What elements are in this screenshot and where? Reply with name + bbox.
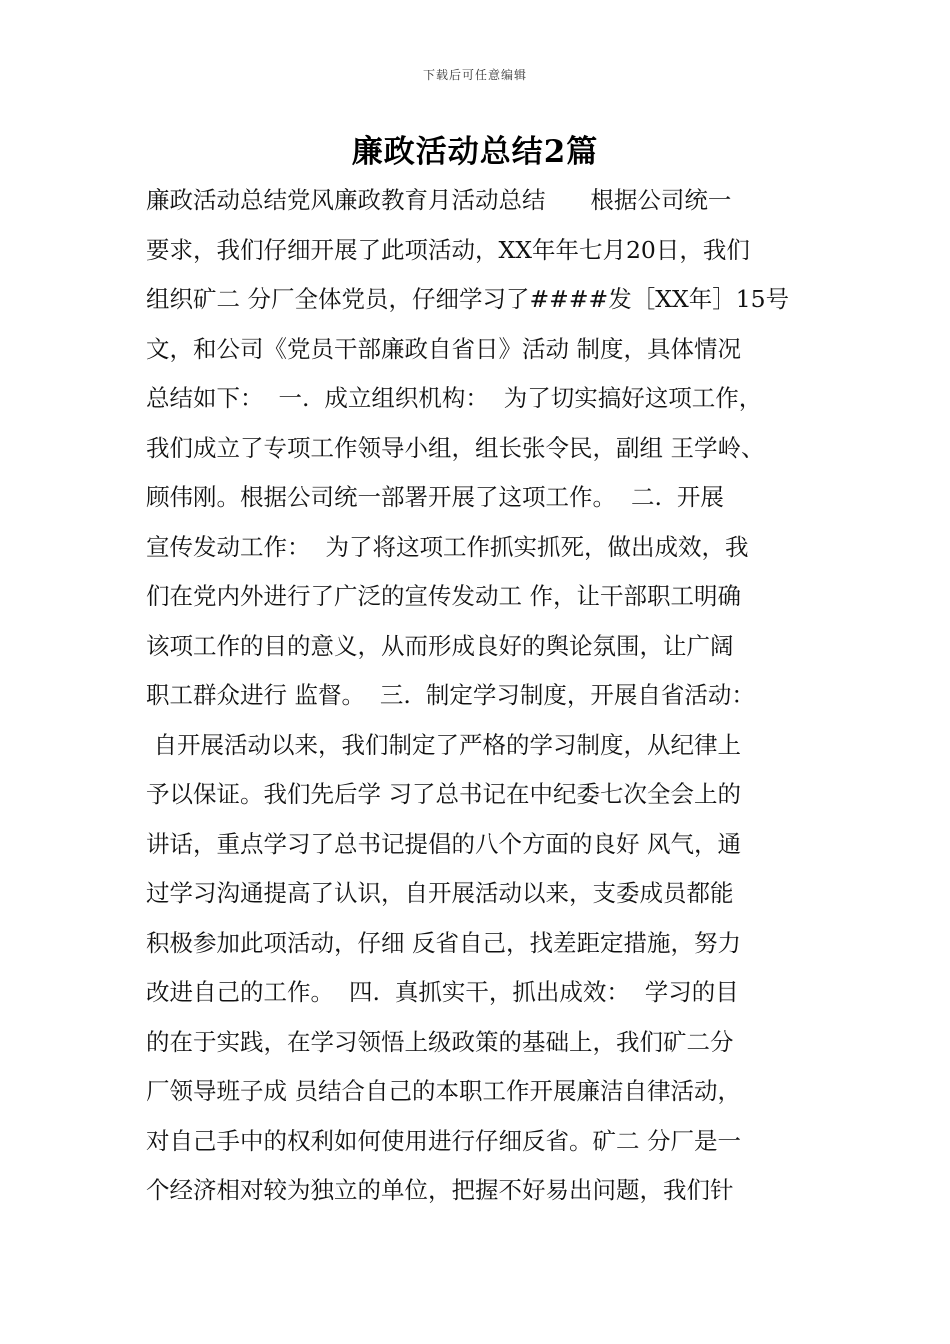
body-line: 我们成立了专项工作领导小组，组长张令民，副组 王学岭、 — [146, 433, 765, 462]
body-line: 对自己手中的权利如何使用进行仔细反省。矿二 分厂是一 — [146, 1126, 741, 1155]
body-line: 该项工作的目的意义，从而形成良好的舆论氛围，让广阔 — [146, 631, 734, 660]
body-line: 总结如下： 一. 成立组织机构： 为了切实搞好这项工作， — [146, 384, 763, 412]
body-text — [146, 178, 826, 1218]
body-line: 讲话，重点学习了总书记提倡的八个方面的良好 风气，通 — [146, 829, 741, 858]
body-line: 要求，我们仔细开展了此项活动，XX年年七月20日，我们 — [146, 235, 750, 264]
body-line: 廉政活动总结党风廉政教育月活动总结 根据公司统一 — [146, 186, 732, 214]
body-line: 组织矿二 分厂全体党员，仔细学习了####发［XX年］15号 — [146, 285, 790, 313]
body-line: 宣传发动工作： 为了将这项工作抓实抓死，做出成效，我 — [146, 532, 749, 561]
body-line: 个经济相对较为独立的单位，把握不好易出问题，我们针 — [146, 1176, 734, 1204]
body-line: 们在党内外进行了广泛的宣传发动工 作，让干部职工明确 — [146, 582, 741, 610]
body-line: 的在于实践，在学习领悟上级政策的基础上，我们矿二分 — [146, 1027, 734, 1056]
body-line: 厂领导班子成 员结合自己的本职工作开展廉洁自律活动， — [146, 1077, 741, 1105]
body-line: 过学习沟通提高了认识，自开展活动以来，支委成员都能 — [146, 879, 734, 907]
body-line: 顾伟刚。根据公司统一部署开展了这项工作。 二. 开展 — [146, 483, 724, 511]
body-line: 积极参加此项活动，仔细 反省自己，找差距定措施，努力 — [146, 928, 741, 957]
body-line: 予以保证。我们先后学 习了总书记在中纪委七次全会上的 — [146, 780, 741, 808]
body-line: 文，和公司《党员干部廉政自省日》活动 制度，具体情况 — [146, 334, 741, 363]
document-title: 廉政活动总结2篇 — [351, 134, 599, 170]
body-line: 职工群众进行 监督。 三. 制定学习制度，开展自省活动： — [146, 681, 755, 709]
body-line: 自开展活动以来，我们制定了严格的学习制度，从纪律上 — [146, 730, 741, 759]
header-note: 下载后可任意编辑 — [422, 68, 527, 82]
body-line: 改进自己的工作。 四. 真抓实干，抓出成效： 学习的目 — [146, 978, 739, 1006]
